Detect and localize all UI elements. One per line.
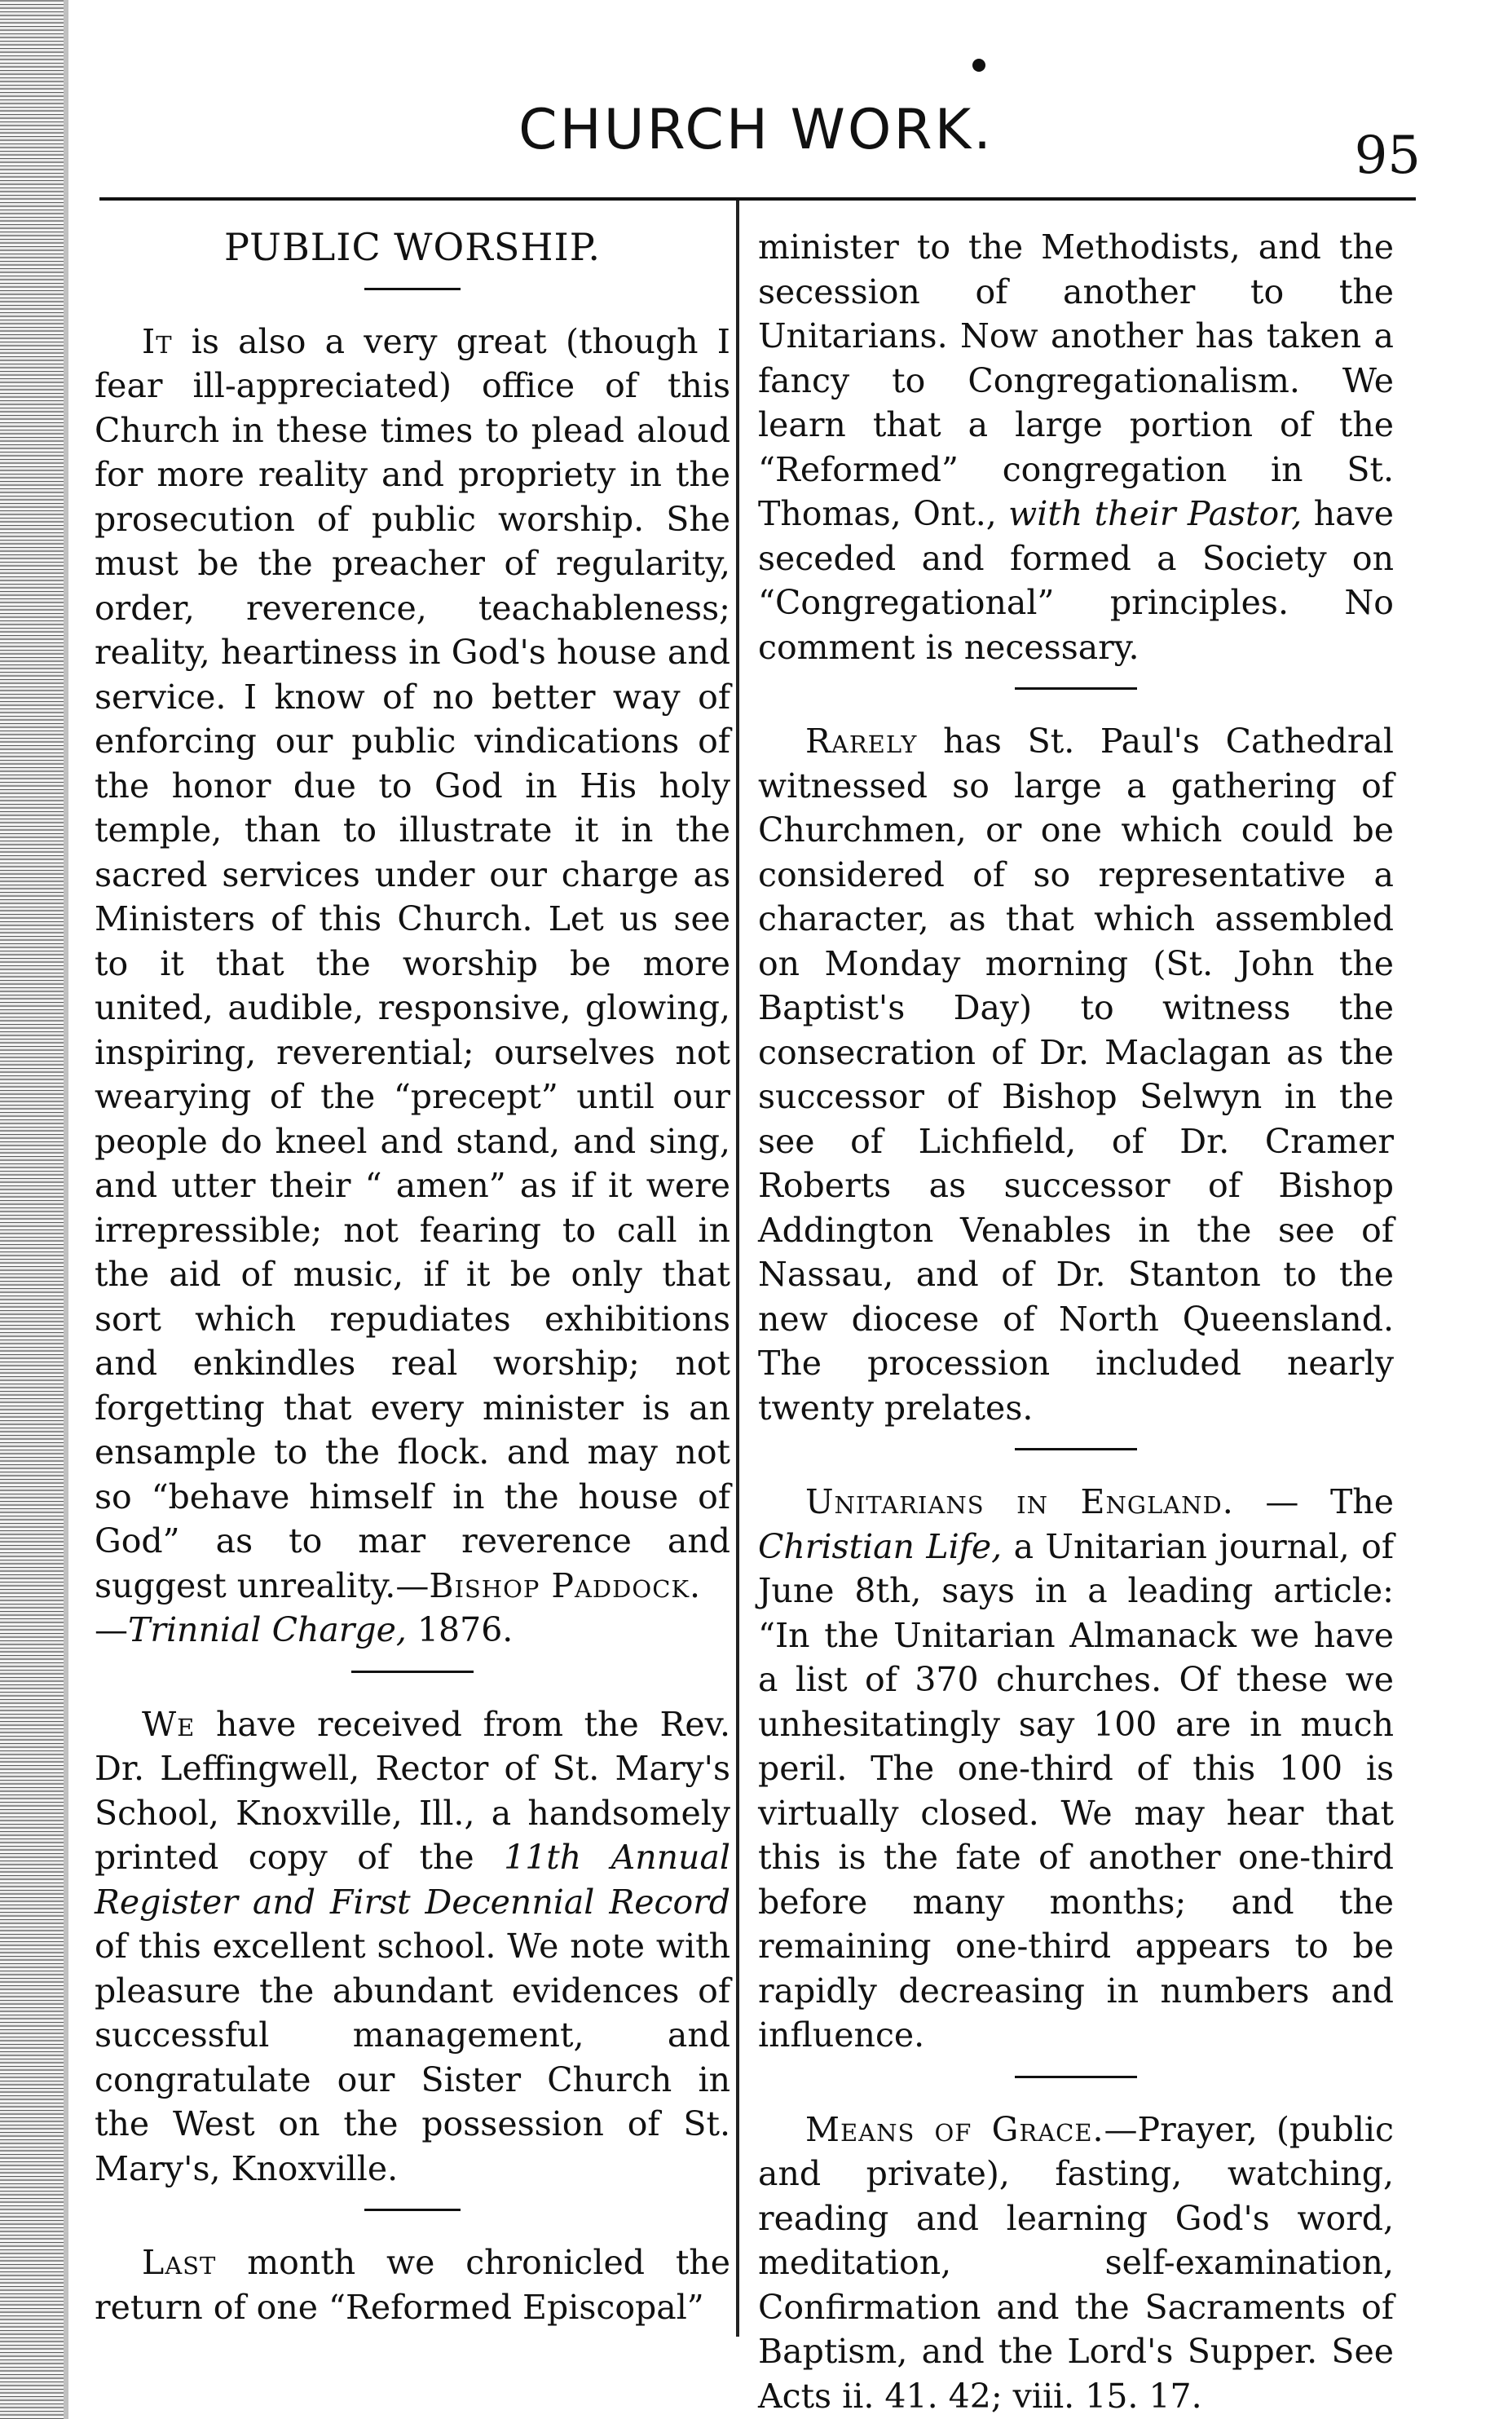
source-dash: — [95, 1610, 128, 1649]
public-worship-paragraph [95, 320, 730, 1653]
running-title: CHURCH WORK. [518, 98, 994, 162]
column-divider [736, 201, 739, 2337]
lead-word: Last [142, 2243, 217, 2282]
paragraph-text: have received from the Rev. Dr. Leffingwell, Rector of St. Mary's School, Knoxville, Ill., a handsomely printed copy of the [95, 1704, 730, 1877]
printer-mark-dot [972, 59, 985, 72]
source-title: Trinnial Charge, [128, 1610, 407, 1649]
reformed-episcopal-paragraph [95, 2240, 730, 2329]
header-rule [99, 197, 1416, 201]
paragraph-text: of this excellent school. We note with pleasure the abundant evidences of successful management, and congratulate our Sister Church in the West on the possession of St. Mary's, Knoxville. [95, 1927, 730, 2188]
section-heading: Means of Grace. [805, 2109, 1104, 2149]
author-name: Bishop Paddock. [429, 1565, 702, 1605]
heading-dash: — The [1233, 1482, 1394, 1521]
left-column [95, 225, 730, 2329]
means-of-grace-paragraph [758, 2108, 1394, 2419]
article-separator [1015, 1448, 1137, 1450]
journal-title: Christian Life, [758, 1526, 1003, 1566]
right-column [758, 225, 1394, 2418]
lead-word: It [142, 321, 173, 361]
paragraph-text: —Prayer, (public and private), fasting, watching, reading and learning God's word, meditation, self-examination, Confirmation and the Sacraments of Baptism, and the Lord's Supper. See Acts ii. 41. 42; viii. 15. 17. [758, 2109, 1395, 2416]
page-binding-edge [0, 0, 64, 2419]
lead-word: We [142, 1704, 196, 1744]
paragraph-text: is also a very great (though I fear ill-appreciated) office of this Church in these times to plead aloud for more reality and propriety in the prosecution of public worship. She must be the preacher of regularity, order, reverence, teachableness; reality, heartiness in God's house and service. I know of no better way of enforcing our public vindications of the honor due to God in His holy temple, than to illustrate it in the sacred services under our charge as Ministers of this Church. Let us see to it that the worship be more united, audible, responsive, glowing, inspiring, reverential; ourselves not wearying of the “precept” until our people do kneel and stand, and sing, and utter their “ amen” as if it were irrepressible; not fearing to call in the aid of music, if it be only that sort which repudiates exhibitions and enkindles real worship; not forgetting that every minister is an ensample to the flock. and may not so “behave himself in the house of God” as to mar reverence and suggest unreality.— [95, 321, 730, 1605]
emphasis-text: with their Pastor, [1008, 494, 1303, 533]
article-separator [1015, 687, 1137, 690]
paragraph-text: a Unitarian journal, of June 8th, says in a leading article: “In the Unitarian Almanack we have a list of 370 churches. Of these we unhesitatingly say 100 are in much peril. The one-third of this 100 is virtually closed. We may hear that this is the fate of another one-third before many months; and the remaining one-third appears to be rapidly decreasing in numbers and influence. [758, 1526, 1394, 2055]
unitarians-paragraph [758, 1480, 1394, 2058]
article-title: PUBLIC WORSHIP. [224, 225, 601, 269]
paragraph-text: has St. Paul's Cathedral witnessed so large a gathering of Churchmen, or one which could be considered of so representative a character, as that which assembled on Monday morning (St. John the Baptist's Day) to witness the consecration of Dr. Maclagan as the successor of Bishop Selwyn in the see of Lichfield, of Dr. Cramer Roberts as successor of Bishop Addington Venables in the see of Nassau, and of Dr. Stanton to the new diocese of North Queensland. The procession included nearly twenty prelates. [758, 722, 1394, 1428]
publication-title: 11th Annual Register and First Decennial Record [95, 1838, 731, 1922]
title-separator [364, 288, 461, 290]
source-year: 1876. [406, 1610, 514, 1649]
st-marys-paragraph [95, 1702, 730, 2192]
cathedral-paragraph [758, 719, 1394, 1430]
article-separator [1015, 2076, 1137, 2078]
paragraph-text: have seceded and formed a Society on “Congregational” principles. No comment is necessary. [758, 494, 1395, 667]
paragraph-text: minister to the Methodists, and the secession of another to the Unitarians. Now another has taken a fancy to Congregationalism. We learn that a large portion of the “Reformed” congregation in St. Thomas, Ont., [758, 227, 1394, 533]
page-number: 95 [1354, 126, 1421, 186]
article-separator [364, 2209, 461, 2211]
lead-word: Rarely [805, 722, 918, 761]
article-separator [351, 1671, 474, 1673]
paragraph-text: month we chronicled the return of one “Reformed Episcopal” [95, 2243, 730, 2327]
section-heading: Unitarians in England. [805, 1482, 1234, 1521]
congregationalism-paragraph [758, 225, 1394, 669]
